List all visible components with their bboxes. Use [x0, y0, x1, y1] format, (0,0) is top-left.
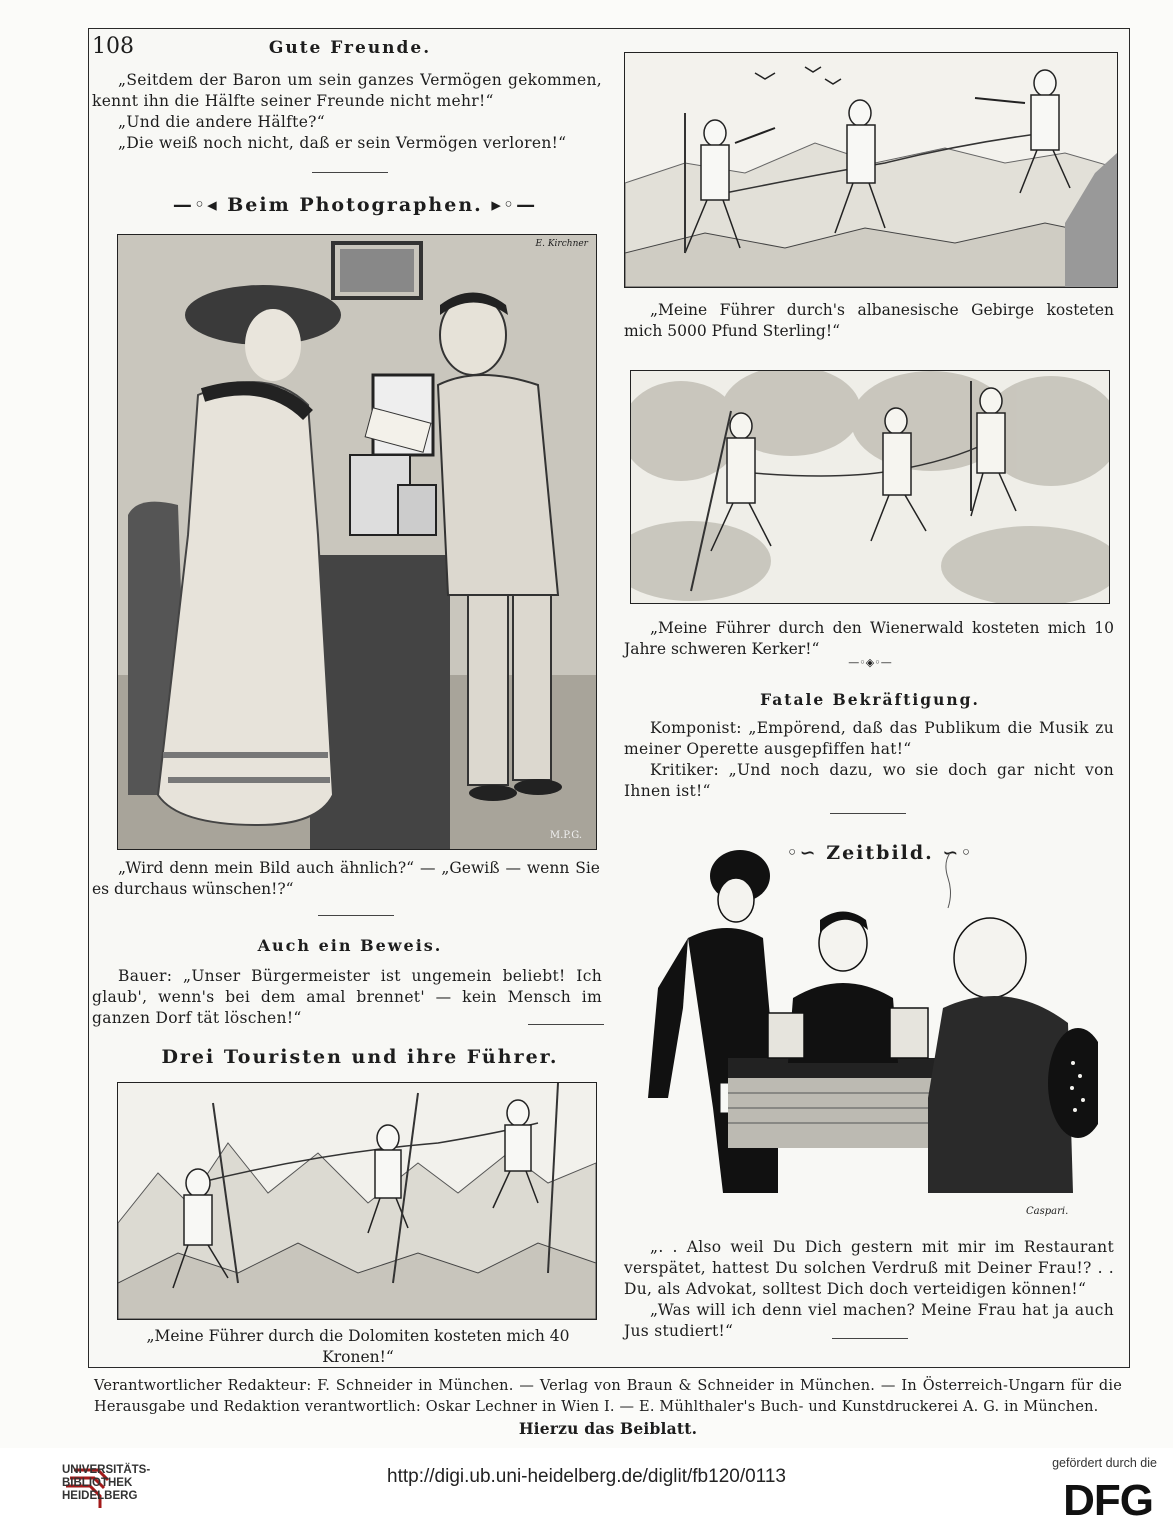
funded-by-text: gefördert durch die [1052, 1456, 1157, 1470]
wienerwald-illustration [630, 370, 1110, 604]
gute-freunde-line: „Die weiß noch nicht, daß er sein Vermögen verloren!“ [118, 134, 567, 152]
fatale-title: Fatale Bekräftigung. [760, 690, 980, 709]
digitization-bar [0, 1448, 1173, 1533]
artist-signature: E. Kirchner [535, 239, 588, 249]
beweis-title: Auch ein Beweis. [257, 936, 443, 955]
zeitbild-text [624, 1237, 1114, 1342]
photograph-title [150, 194, 560, 216]
photograph-caption: „Wird denn mein Bild auch ähnlich?“ — „Gewiß — wenn Sie es durchaus wünschen!?“ [92, 859, 600, 898]
caspari-signature: Caspari. [1026, 1206, 1069, 1217]
fatale-line: Kritiker: „Und noch dazu, wo sie doch gar nicht von Ihnen ist!“ [624, 761, 1114, 800]
fatale-line: Komponist: „Empörend, daß das Publikum die Musik zu meiner Operette ausgepfiffen hat!“ [624, 719, 1114, 758]
zeitbild-line: „Was will ich denn viel machen? Meine Frau hat ja auch Jus studiert!“ [624, 1301, 1114, 1340]
imprint-footer [88, 1376, 1128, 1439]
wienerwald-caption: „Meine Führer durch den Wienerwald kosteten mich 10 Jahre schweren Kerker!“ [624, 619, 1114, 658]
ornament-icon: ◦∽ [786, 842, 827, 864]
divider [312, 172, 388, 173]
zeitbild-illustration [628, 848, 1098, 1228]
albania-illustration [624, 52, 1118, 288]
gute-freunde-title: Gute Freunde. [268, 38, 432, 58]
fatale-text [624, 718, 1114, 802]
permalink-url[interactable]: http://digi.ub.uni-heidelberg.de/diglit/fb120/0113 [387, 1466, 786, 1487]
dfg-logo: DFG [1063, 1476, 1153, 1525]
ornament-icon: —◦◂ [172, 194, 228, 216]
ornament-divider [830, 656, 910, 669]
imprint-text: Verantwortlicher Redakteur: F. Schneider in München. — Verlag von Braun & Schneider in München. — In Österreich-Ungarn für die Herausgabe und Redaktion verantwortlich: Oskar Lechner in Wien I. — E. Mühlthaler's Buch- und Kunstdruckerei A. G. in München. [94, 1378, 1122, 1415]
albania-caption: „Meine Führer durch's albanesische Gebirge kosteten mich 5000 Pfund Sterling!“ [624, 301, 1114, 340]
touristen-title: Drei Touristen und ihre Führer. [161, 1046, 559, 1068]
photographer-illustration [117, 234, 597, 850]
divider [528, 1024, 604, 1025]
university-line: UNIVERSITÄTS- [62, 1464, 151, 1476]
gute-freunde-line: „Seitdem der Baron um sein ganzes Vermögen gekommen, kennt ihn die Hälfte seiner Freunde nicht mehr!“ [92, 71, 602, 110]
university-line: HEIDELBERG [62, 1490, 138, 1502]
divider [318, 915, 394, 916]
ornament-icon: —◦◈◦— [848, 656, 892, 669]
beweis-text: Bauer: „Unser Bürgermeister ist ungemein beliebt! Ich glaub', wenn's bei dem amal brennet' — kein Mensch im ganzen Dorf tät löschen!“ [92, 967, 602, 1027]
photograph-title-text: Beim Photographen. [227, 194, 483, 216]
dolomites-caption: „Meine Führer durch die Dolomiten kosteten mich 40 Kronen!“ [146, 1327, 570, 1366]
gute-freunde-text [92, 70, 602, 154]
supplement-note: Hierzu das Beiblatt. [518, 1419, 698, 1438]
zeitbild-title-text: Zeitbild. [826, 842, 934, 864]
monogram: M.P.G. [549, 830, 582, 841]
gute-freunde-line: „Und die andere Hälfte?“ [118, 113, 326, 131]
ornament-icon: ∽◦ [933, 842, 974, 864]
divider [830, 813, 906, 814]
dolomites-illustration [117, 1082, 597, 1320]
page-number: 108 [92, 34, 134, 59]
university-line: BIBLIOTHEK [62, 1477, 133, 1489]
zeitbild-line: „. . Also weil Du Dich gestern mit mir im Restaurant verspätet, hattest Du solchen Verdruß mit Deiner Frau!? . . Du, als Advokat, solltest Dich doch verteidigen können!“ [624, 1238, 1114, 1298]
divider [832, 1338, 908, 1339]
ornament-icon: ▸◦— [482, 194, 538, 216]
